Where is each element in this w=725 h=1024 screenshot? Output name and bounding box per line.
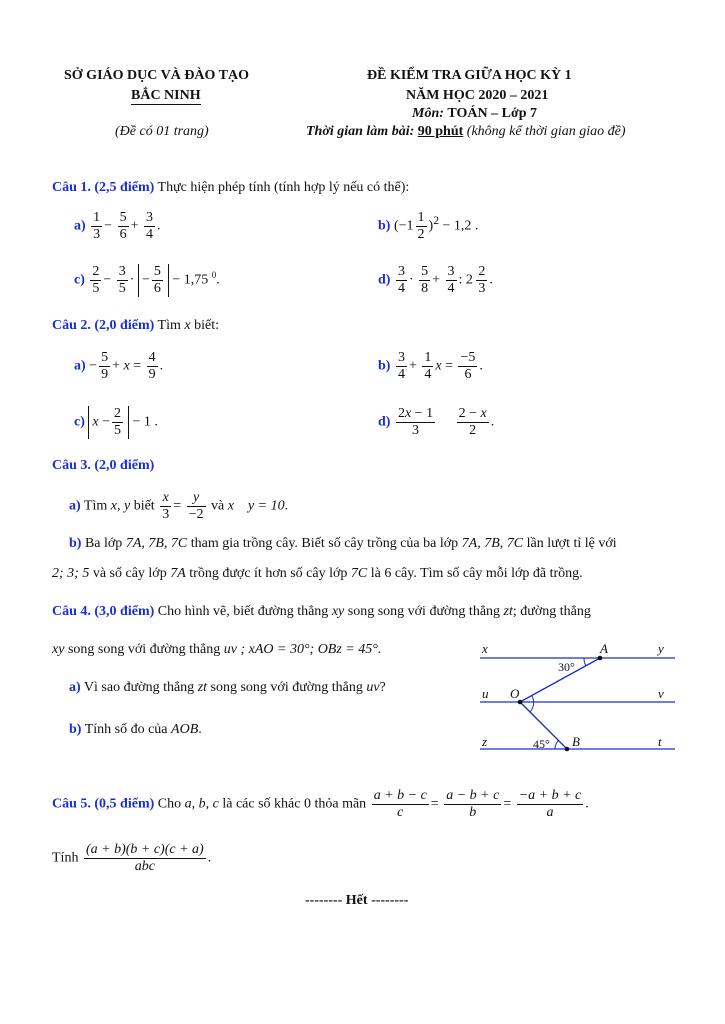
label-angle-45: 45° xyxy=(533,737,550,751)
label-point-b: B xyxy=(572,734,580,749)
question-3-label: Câu 3. (2,0 điểm) xyxy=(52,458,155,473)
fraction: $\frac{3}{4}$ xyxy=(397,350,405,382)
q3-b-classes2: 7A, 7B, 7C xyxy=(461,536,524,551)
absolute-value: x − $\frac{2}{5}$ xyxy=(88,406,129,439)
question-5-label: Câu 5. (0,5 điểm) xyxy=(52,796,155,812)
q4-b-dot: . xyxy=(198,722,202,737)
q2-a-label: a) xyxy=(74,358,86,374)
fraction: $\frac{5}{9}$ xyxy=(101,350,109,382)
q3-a-label: a) xyxy=(69,498,81,514)
fraction: $\frac{y}{-2}$ xyxy=(188,490,204,522)
question-1-label: Câu 1. (2,5 điểm) xyxy=(52,180,155,195)
angle-arc-b xyxy=(555,740,559,749)
label-u: u xyxy=(482,686,489,701)
q2-c-label: c) xyxy=(74,414,85,430)
q1-a-label: a) xyxy=(74,218,86,234)
q5-text3: thỏa mãn xyxy=(314,796,367,812)
q2-b-label: b) xyxy=(378,358,391,374)
fraction: $\frac{a + b - c}{c}$ xyxy=(373,788,427,820)
school-year: NĂM HỌC 2020 – 2021 xyxy=(406,88,549,103)
q5-zero: 0 xyxy=(303,796,311,812)
label-x: x xyxy=(482,641,488,656)
q3-a-text1: Tìm xyxy=(83,498,108,514)
q4-xy2: xy xyxy=(52,642,65,657)
q3-b-n: 6 xyxy=(384,566,392,581)
time-label: Thời gian làm bài: xyxy=(306,124,415,139)
q4-text3: ; đường thẳng xyxy=(512,604,591,619)
fraction: $\frac{5}{8}$ xyxy=(421,264,429,296)
question-2-header xyxy=(52,318,219,334)
q2-part-b: b) $\frac{3}{4}$ + $\frac{1}{4}$ x = $\frac{-5}{6}$ . xyxy=(378,350,483,382)
q3-a-vars: x, y xyxy=(110,498,131,514)
fraction: $\frac{-a + b + c}{a}$ xyxy=(518,788,582,820)
q4-a-label: a) xyxy=(69,680,81,695)
absolute-value: − $\frac{5}{6}$ xyxy=(138,264,169,297)
fraction: $\frac{1}{3}$ xyxy=(93,210,101,242)
q4-b-text: Tính số đo của xyxy=(84,722,168,737)
exam-title: ĐỀ KIỂM TRA GIỮA HỌC KỲ 1 xyxy=(367,68,572,83)
q3-b-text4: và số cây lớp xyxy=(92,566,167,581)
q4-a-zt: zt xyxy=(197,680,208,695)
point-b xyxy=(565,747,570,752)
fraction: $\frac{2x - 1}{3}$ xyxy=(397,406,434,438)
label-v: v xyxy=(658,686,664,701)
q3-b-text3: lần lượt tỉ lệ với xyxy=(526,536,617,551)
page-count-note: (Đề có 01 trang) xyxy=(115,124,209,139)
fraction: $\frac{5}{6}$ xyxy=(119,210,127,242)
question-2-text2: biết: xyxy=(194,318,219,333)
q4-part-b xyxy=(69,722,202,738)
province-name: BẮC NINH xyxy=(131,88,201,103)
end-marker: -------- Hết -------- xyxy=(305,893,409,908)
fraction: $\frac{1}{4}$ xyxy=(424,350,432,382)
q4-uv: uv xyxy=(223,642,237,657)
q4-b-label: b) xyxy=(69,722,82,737)
q4-zt: zt xyxy=(503,604,513,619)
q3-a-text3: và xyxy=(211,498,225,514)
q5-text2: là các số khác xyxy=(222,796,301,812)
q3-part-b-line1 xyxy=(69,536,617,552)
question-2-text: Tìm xyxy=(157,318,181,333)
q1-b-label: b) xyxy=(378,218,391,234)
q4-line1 xyxy=(52,604,591,620)
subject-label: Môn: xyxy=(412,106,444,121)
q3-b-classes: 7A, 7B, 7C xyxy=(125,536,188,551)
label-angle-30: 30° xyxy=(558,660,575,674)
fraction: $\frac{a - b + c}{b}$ xyxy=(446,788,500,820)
q3-b-text5: trồng được ít hơn số cây lớp xyxy=(189,566,348,581)
fraction: $\frac{3}{5}$ xyxy=(118,264,126,296)
label-z: z xyxy=(482,734,488,749)
q5-text1: Cho xyxy=(157,796,182,812)
q3-b-c1: 7A xyxy=(170,566,186,581)
subject-value: TOÁN – Lớp 7 xyxy=(447,106,537,121)
q4-xy: xy xyxy=(331,604,345,619)
q3-b-text1: Ba lớp xyxy=(84,536,123,551)
angle-arc-a xyxy=(584,658,586,666)
q5-tinh: Tính xyxy=(52,850,79,866)
label-t: t xyxy=(658,734,662,749)
point-a xyxy=(598,656,603,661)
q1-part-a: a) $\frac{1}{3}$ − $\frac{5}{6}$ + $\frac{3}{4}$ . xyxy=(74,210,161,242)
question-1-text: Thực hiện phép tính (tính hợp lý nếu có thể): xyxy=(157,180,410,195)
fraction: $\frac{3}{4}$ xyxy=(397,264,405,296)
q2-d-label: d) xyxy=(378,414,391,430)
fraction: $\frac{1}{2}$ xyxy=(417,210,425,242)
q3-b-text6: là xyxy=(370,566,381,581)
fraction: $\frac{2}{3}$ xyxy=(478,264,486,296)
q3-part-a: a) Tìm x, y biết $\frac{x}{3}$ = $\frac{y}{-2}$ và x y = 10. xyxy=(69,490,289,522)
q4-b-angle: AOB xyxy=(171,722,199,737)
q1-part-c: c) $\frac{2}{5}$ − $\frac{3}{5}$ · − $\frac{5}{6}$ − 1,75 $^0$. xyxy=(74,264,220,296)
q4-text1: Cho hình vẽ, biết đường thẳng xyxy=(157,604,329,619)
q4-a-text1: Vì sao đường thẳng xyxy=(83,680,195,695)
question-2-label: Câu 2. (2,0 điểm) xyxy=(52,318,155,333)
q3-a-text2: biết xyxy=(133,498,155,514)
fraction: $\frac{x}{3}$ xyxy=(162,490,170,522)
time-line xyxy=(306,124,626,140)
time-value: 90 phút xyxy=(417,124,464,139)
q3-a-eq: x y = 10 xyxy=(227,498,285,514)
q4-cond: ; xAO = 30°; OBz = 45°. xyxy=(240,642,382,657)
question-4-label: Câu 4. (3,0 điểm) xyxy=(52,604,155,619)
q3-b-text2: tham gia trồng cây. Biết số cây trồng của ba lớp xyxy=(190,536,459,551)
fraction: $\frac{(a + b)(b + c)(c + a)}{\text{abc}}$ xyxy=(85,842,204,874)
q4-part-a xyxy=(69,680,386,696)
q4-text4: song song với đường thẳng xyxy=(67,642,221,657)
label-y: y xyxy=(658,641,664,656)
fraction: $\frac{3}{4}$ xyxy=(447,264,455,296)
geometry-figure xyxy=(470,638,685,758)
q3-b-c2: 7C xyxy=(350,566,368,581)
q1-d-label: d) xyxy=(378,272,391,288)
q5-vars: a, b, c xyxy=(184,796,219,812)
fraction: $\frac{2}{5}$ xyxy=(92,264,100,296)
department-name: SỞ GIÁO DỤC VÀ ĐÀO TẠO xyxy=(64,68,250,83)
fraction: $\frac{-5}{6}$ xyxy=(460,350,476,382)
label-point-a: A xyxy=(600,641,608,656)
label-point-o: O xyxy=(510,686,520,701)
q1-part-b: b) (−1 $\frac{1}{2}$ )$^2$ − 1,2 . xyxy=(378,210,479,242)
q2-part-a: a) − $\frac{5}{9}$ + x = $\frac{4}{9}$ . xyxy=(74,350,164,382)
time-note: (không kể thời gian giao đề) xyxy=(466,124,626,139)
q3-b-text7: cây. Tìm số cây mỗi lớp đã trồng. xyxy=(394,566,583,581)
q5-line1: Câu 5. (0,5 điểm) Cho a, b, c là các số khác 0 thỏa mãn $\frac{a + b - c}{c}$ = $\frac{a - b + c}{b}$ = $\frac{-a + b + c}{a}$ . xyxy=(52,788,589,820)
q2-part-c: c) x − $\frac{2}{5}$ − 1 . xyxy=(74,406,158,438)
q4-a-text2: song song với đường thẳng xyxy=(210,680,363,695)
subject-line xyxy=(412,106,537,122)
q3-part-b-line2 xyxy=(52,566,583,582)
var-x: x xyxy=(184,318,191,333)
q2-part-d: d) $\frac{2x - 1}{3}$ $\frac{2 - x}{2}$ . xyxy=(378,406,495,438)
q3-b-label: b) xyxy=(69,536,82,551)
angle-arc-o xyxy=(530,696,534,712)
q1-c-label: c) xyxy=(74,272,85,288)
q4-a-uv: uv xyxy=(366,680,380,695)
fraction: $\frac{4}{9}$ xyxy=(148,350,156,382)
fraction: $\frac{3}{4}$ xyxy=(145,210,153,242)
fraction: $\frac{2 - x}{2}$ xyxy=(458,406,487,438)
q5-line2: Tính $\frac{(a + b)(b + c)(c + a)}{\text{abc}}$ . xyxy=(52,842,212,874)
q4-text2: song song với đường thẳng xyxy=(347,604,501,619)
q1-part-d: d) $\frac{3}{4}$ · $\frac{5}{8}$ + $\frac{3}{4}$ : 2 $\frac{2}{3}$ . xyxy=(378,264,493,296)
question-1-header xyxy=(52,180,409,196)
q4-a-q: ? xyxy=(379,680,386,695)
q4-line2 xyxy=(52,642,381,658)
q3-b-ratio: 2; 3; 5 xyxy=(52,566,90,581)
